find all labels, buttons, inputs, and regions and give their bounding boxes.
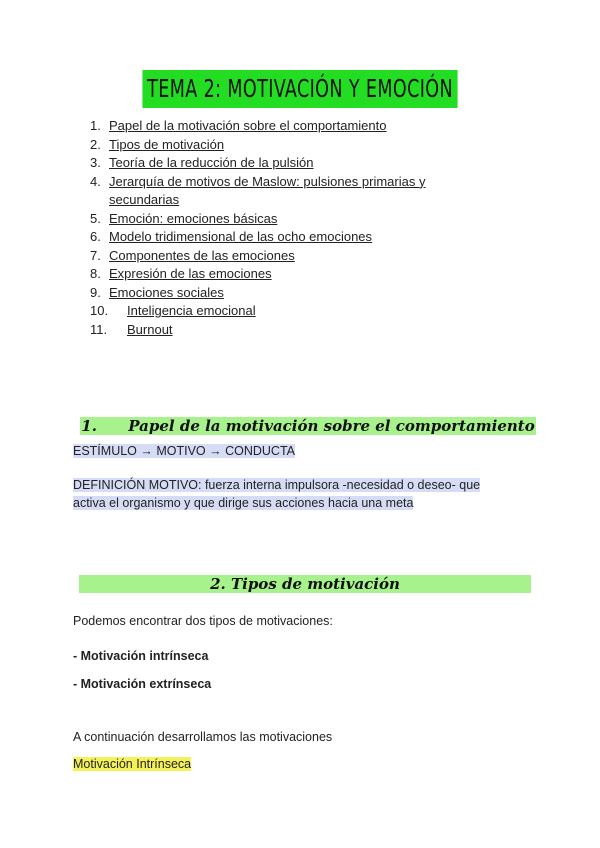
- toc-number: 3.: [90, 155, 101, 170]
- stimulus-chain-text: ESTÍMULO → MOTIVO → CONDUCTA: [73, 444, 295, 458]
- intrinsic-item: - Motivación intrínseca: [73, 649, 209, 663]
- toc-link[interactable]: Modelo tridimensional de las ocho emociones: [109, 229, 373, 244]
- toc-link[interactable]: Burnout: [127, 321, 173, 337]
- toc-link-wrap[interactable]: [109, 173, 425, 210]
- types-intro: Podemos encontrar dos tipos de motivaciones:: [73, 614, 333, 628]
- toc-item[interactable]: [90, 173, 490, 210]
- toc-number: 8.: [90, 266, 101, 281]
- toc-link[interactable]: Componentes de las emociones: [109, 247, 295, 263]
- toc-number: 4.: [90, 173, 101, 189]
- toc-link[interactable]: Expresión de las emociones: [109, 266, 272, 281]
- toc-link[interactable]: Inteligencia emocional: [127, 303, 256, 318]
- toc-number: 10.: [90, 303, 109, 318]
- toc-number: 6.: [90, 229, 101, 244]
- toc-link[interactable]: Emociones sociales: [109, 284, 224, 300]
- toc-item[interactable]: [90, 302, 490, 321]
- title-wrap: [0, 70, 600, 108]
- toc-item[interactable]: [90, 228, 490, 247]
- section-1-heading: [80, 417, 536, 435]
- toc-number: 1.: [90, 118, 101, 133]
- definition-line-1: DEFINICIÓN MOTIVO: fuerza interna impulsora -necesidad o deseo- que: [73, 478, 481, 492]
- table-of-contents: [90, 117, 490, 339]
- toc-item[interactable]: [90, 136, 490, 155]
- toc-number: 7.: [90, 247, 101, 263]
- extrinsic-item: - Motivación extrínseca: [73, 677, 212, 691]
- toc-link[interactable]: Papel de la motivación sobre el comportamiento: [109, 118, 387, 133]
- toc-item[interactable]: [90, 265, 490, 284]
- motive-definition: [73, 476, 513, 512]
- toc-link[interactable]: Tipos de motivación: [109, 136, 225, 152]
- toc-link[interactable]: Emoción: emociones básicas: [109, 210, 278, 226]
- toc-item[interactable]: [90, 210, 490, 229]
- continuation-text: A continuación desarrollamos las motivaciones: [73, 730, 333, 744]
- toc-link-continuation[interactable]: secundarias: [109, 192, 180, 207]
- toc-number: 2.: [90, 136, 101, 152]
- definition-line-2: activa el organismo y que dirige sus acciones hacia una meta: [73, 496, 414, 510]
- section-1-number: 1.: [81, 417, 97, 435]
- toc-item[interactable]: [90, 117, 490, 136]
- toc-number: 9.: [90, 284, 101, 300]
- stimulus-chain: [73, 442, 295, 460]
- toc-item[interactable]: [90, 321, 490, 340]
- document-title: TEMA 2: MOTIVACIÓN Y EMOCIÓN: [142, 70, 457, 108]
- toc-item[interactable]: [90, 154, 490, 173]
- toc-link[interactable]: Teoría de la reducción de la pulsión: [109, 155, 314, 170]
- toc-link[interactable]: Jerarquía de motivos de Maslow: pulsiones primarias y: [109, 173, 426, 189]
- toc-number: 11.: [90, 321, 108, 337]
- section-1-title: Papel de la motivación sobre el comportamiento: [128, 417, 535, 435]
- section-2-title: 2. Tipos de motivación: [210, 575, 400, 593]
- toc-number: 5.: [90, 210, 101, 226]
- intrinsic-subheading: [73, 755, 191, 773]
- intrinsic-subheading-text: Motivación Intrínseca: [73, 757, 192, 771]
- toc-item[interactable]: [90, 284, 490, 303]
- toc-item[interactable]: [90, 247, 490, 266]
